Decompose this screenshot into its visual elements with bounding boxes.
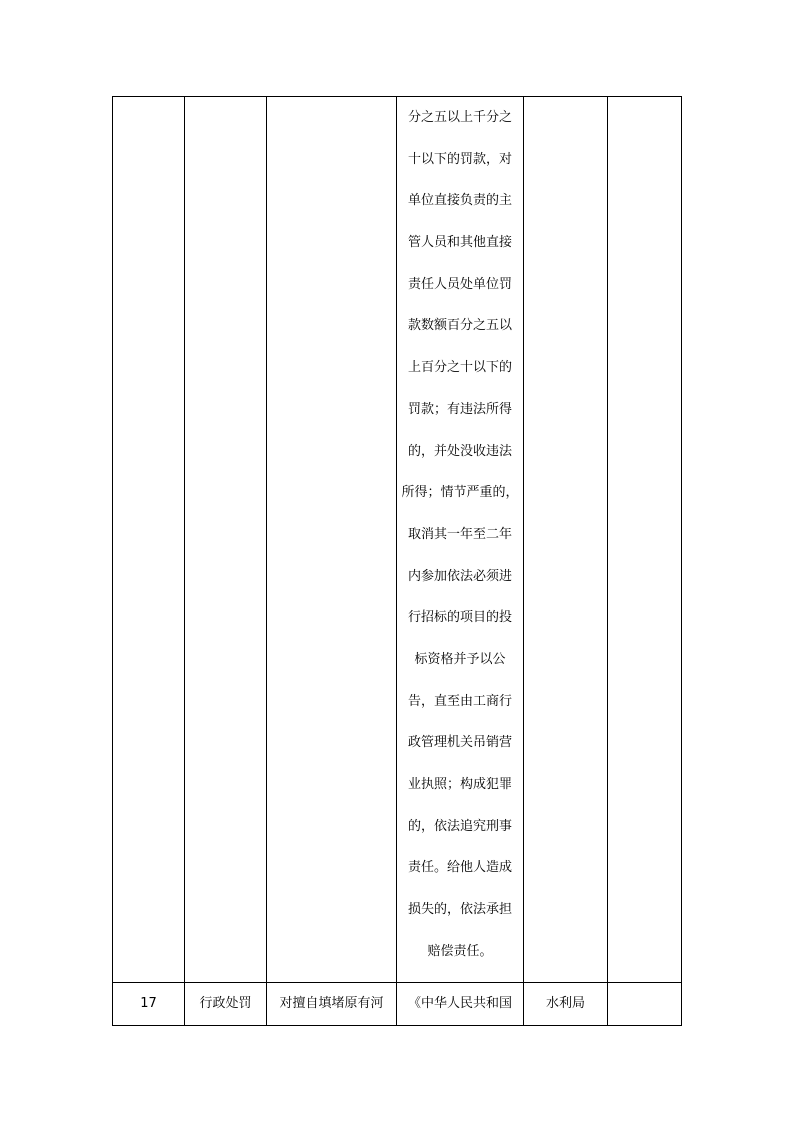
basis-cell xyxy=(397,97,524,983)
basis-cell xyxy=(397,983,524,1026)
table-row xyxy=(113,983,682,1026)
penalty-line: 单位直接负责的主 xyxy=(407,193,512,209)
penalty-line: 内参加依法必须进 xyxy=(407,568,512,584)
penalty-line: 业执照；构成犯罪 xyxy=(407,777,512,792)
penalty-line: 上百分之十以下的 xyxy=(407,360,512,376)
penalty-line: 管人员和其他直接 xyxy=(407,235,512,251)
penalty-line: 行招标的项目的投 xyxy=(407,610,512,626)
penalty-line: 责任人员处单位罚 xyxy=(407,276,512,292)
type-cell xyxy=(185,983,267,1026)
penalty-line: 的，并处没收违法 xyxy=(407,443,512,459)
penalty-line: 告，直至由工商行 xyxy=(407,693,512,709)
number-cell xyxy=(113,97,185,983)
note-cell xyxy=(608,983,682,1026)
item-name: 对擅自填堵原有河 xyxy=(279,996,384,1012)
penalty-line: 责任。给他人造成 xyxy=(407,860,512,876)
penalty-line: 取消其一年至二年 xyxy=(407,526,512,542)
penalty-line: 分之五以上千分之 xyxy=(407,110,512,125)
legal-basis: 《中华人民共和国 xyxy=(407,996,512,1012)
penalty-line: 政管理机关吊销营 xyxy=(407,735,512,751)
row-number: 17 xyxy=(140,996,157,1012)
penalty-line: 的，依法追究刑事 xyxy=(407,818,512,834)
penalty-line: 损失的，依法承担 xyxy=(407,902,512,918)
penalty-line: 所得；情节严重的， xyxy=(401,485,519,501)
table-row-continued xyxy=(113,97,682,983)
department-cell xyxy=(524,983,608,1026)
item-cell xyxy=(267,983,397,1026)
note-cell xyxy=(608,97,682,983)
penalty-type: 行政处罚 xyxy=(199,996,252,1012)
penalty-line: 赔偿责任。 xyxy=(427,943,493,959)
item-cell xyxy=(267,97,397,983)
penalty-line: 十以下的罚款，对 xyxy=(407,151,512,167)
department-name: 水利局 xyxy=(545,996,585,1012)
penalty-line: 罚款；有违法所得 xyxy=(407,401,512,417)
penalty-text xyxy=(397,97,523,982)
type-cell xyxy=(185,97,267,983)
department-cell xyxy=(524,97,608,983)
penalty-line: 标资格并予以公 xyxy=(414,651,506,667)
penalty-line: 款数额百分之五以 xyxy=(407,318,512,334)
item-table xyxy=(112,96,682,1026)
number-cell xyxy=(113,983,185,1026)
